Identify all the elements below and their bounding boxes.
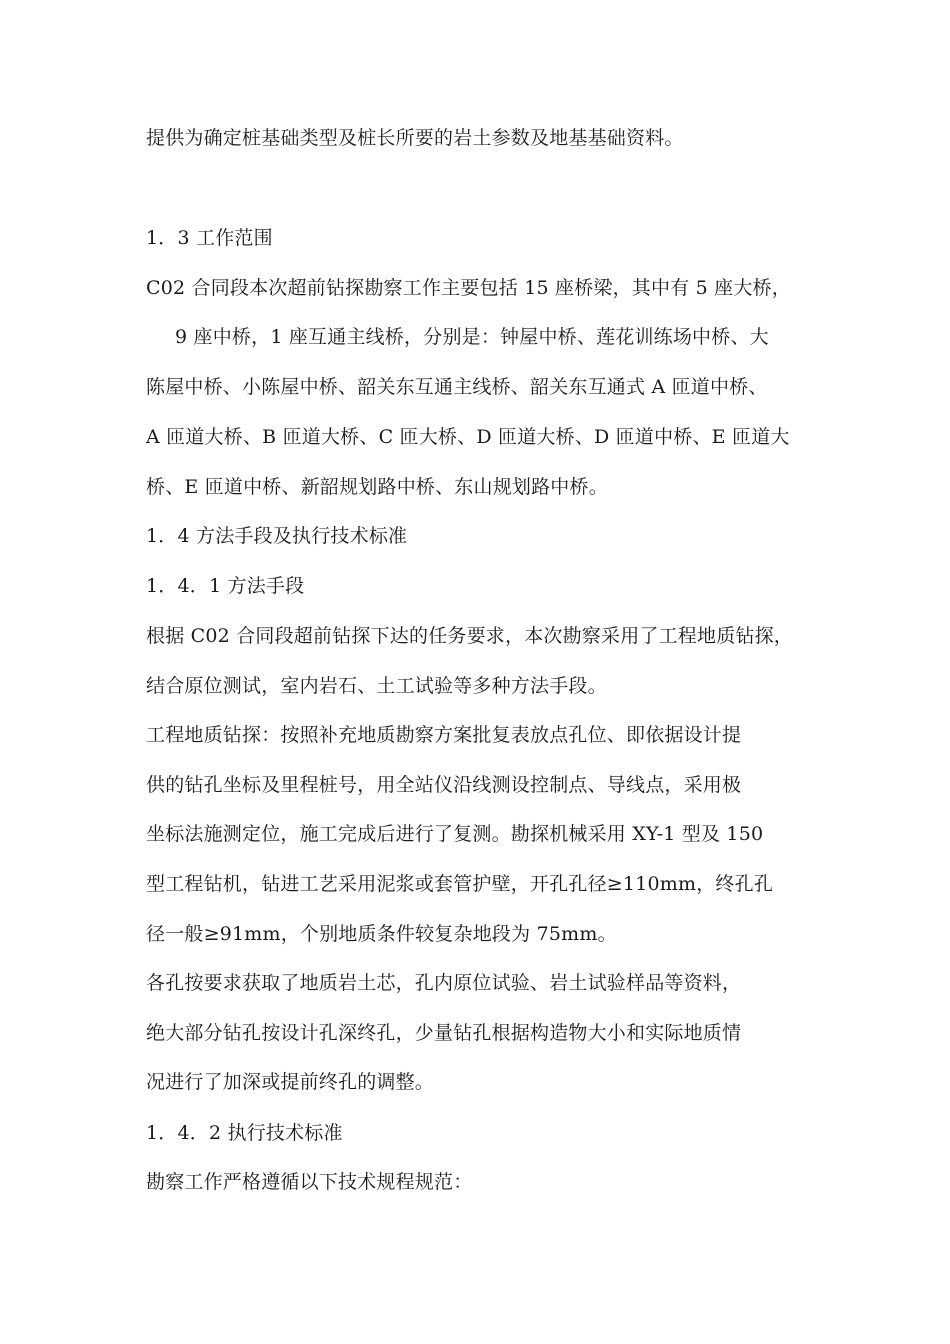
paragraph-line: 陈屋中桥、小陈屋中桥、韶关东互通主线桥、韶关东互通式 A 匝道中桥、 xyxy=(146,376,768,398)
paragraph-line: 勘察工作严格遵循以下技术规程规范： xyxy=(146,1171,473,1193)
subsection-heading: 1．4．2 执行技术标准 xyxy=(146,1122,343,1144)
paragraph-line: 坐标法施测定位，施工完成后进行了复测。勘探机械采用 XY-1 型及 150 xyxy=(146,823,764,845)
paragraph-line: 各孔按要求获取了地质岩土芯，孔内原位试验、岩土试验样品等资料， xyxy=(146,972,742,994)
paragraph-line: 根据 C02 合同段超前钻探下达的任务要求，本次勘察采用了工程地质钻探， xyxy=(146,625,793,647)
paragraph-line: 结合原位测试，室内岩石、土工试验等多种方法手段。 xyxy=(146,675,607,697)
paragraph-line: 况进行了加深或提前终孔的调整。 xyxy=(146,1071,435,1093)
paragraph-line: 绝大部分钻孔按设计孔深终孔，少量钻孔根据构造物大小和实际地质情 xyxy=(146,1022,742,1044)
paragraph-line: 供的钻孔坐标及里程桩号，用全站仪沿线测设控制点、导线点，采用极 xyxy=(146,774,742,796)
paragraph-line: 桥、E 匝道中桥、新韶规划路中桥、东山规划路中桥。 xyxy=(146,476,608,498)
paragraph-line: 提供为确定桩基础类型及桩长所要的岩土参数及地基基础资料。 xyxy=(146,127,684,149)
paragraph-line: 径一般≥91mm，个别地质条件较复杂地段为 75mm。 xyxy=(146,923,617,945)
section-heading: 1．3 工作范围 xyxy=(146,227,273,249)
section-heading: 1．4 方法手段及执行技术标准 xyxy=(146,525,408,547)
paragraph-line: 型工程钻机，钻进工艺采用泥浆或套管护壁，开孔孔径≥110mm，终孔孔 xyxy=(146,873,774,895)
paragraph-line: 工程地质钻探：按照补充地质勘察方案批复表放点孔位、即依据设计提 xyxy=(146,724,742,746)
paragraph-line: 9 座中桥，1 座互通主线桥，分别是：钟屋中桥、莲花训练场中桥、大 xyxy=(175,326,769,348)
paragraph-line: A 匝道大桥、B 匝道大桥、C 匝大桥、D 匝道大桥、D 匝道中桥、E 匝道大 xyxy=(146,426,790,448)
paragraph-line: C02 合同段本次超前钻探勘察工作主要包括 15 座桥梁，其中有 5 座大桥， xyxy=(146,277,791,299)
subsection-heading: 1．4．1 方法手段 xyxy=(146,575,305,597)
